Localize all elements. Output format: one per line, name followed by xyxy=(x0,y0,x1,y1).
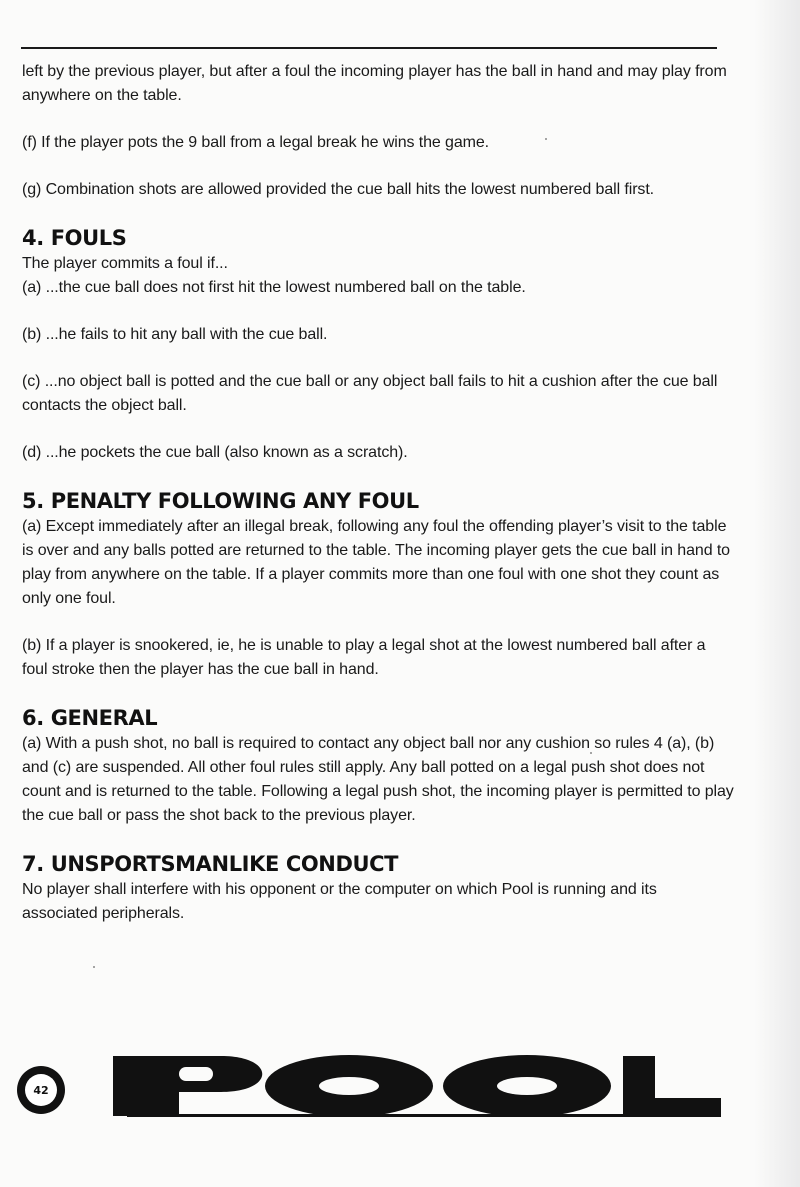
foul-a: (a) ...the cue ball does not first hit the lowest numbered ball on the table. xyxy=(22,279,526,296)
paragraph: left by the previous player, but after a foul the incoming player has the ball in hand and may play from anywhere on the table. xyxy=(22,63,727,104)
pool-logo xyxy=(71,1052,721,1122)
logo-letter-o xyxy=(265,1055,433,1117)
penalty-b: (b) If a player is snookered, ie, he is unable to play a legal shot at the lowest numbered ball after a foul stroke then the player has the cue ball in hand. xyxy=(22,637,706,678)
foul-b: (b) ...he fails to hit any ball with the cue ball. xyxy=(22,326,328,343)
logo-letter-l xyxy=(623,1056,721,1116)
logo-underline xyxy=(127,1114,721,1117)
general-a: (a) With a push shot, no ball is required to contact any object ball nor any cushion so rules 4 (a), (b) and (c) are suspended. All other foul rules still apply. Any ball potted on a legal push shot does not count and is returned to the table. Following a legal push shot, the incoming player is permitted to play the cue ball or pass the shot back to the previous player. xyxy=(22,735,734,824)
heading-fouls: 4. FOULS xyxy=(22,226,127,250)
logo-letter-p xyxy=(113,1056,262,1116)
page-footer xyxy=(15,1052,723,1122)
page-content xyxy=(22,60,734,926)
logo-letter-o xyxy=(443,1055,611,1117)
foul-c: (c) ...no object ball is potted and the cue ball or any object ball fails to hit a cushion after the cue ball contacts the object ball. xyxy=(22,373,718,414)
top-rule xyxy=(21,47,717,49)
heading-conduct: 7. UNSPORTSMANLIKE CONDUCT xyxy=(22,852,399,876)
foul-d: (d) ...he pockets the cue ball (also known as a scratch). xyxy=(22,444,408,461)
penalty-a: (a) Except immediately after an illegal break, following any foul the offending player’s visit to the table is over and any balls potted are returned to the table. The incoming player gets the cue ball in hand to play from anywhere on the table. If a player commits more than one foul with one shot they count as only one foul. xyxy=(22,518,730,607)
fouls-intro: The player commits a foul if... xyxy=(22,255,228,272)
heading-penalty: 5. PENALTY FOLLOWING ANY FOUL xyxy=(22,489,419,513)
paper-speck xyxy=(93,966,95,968)
page-edge-shadow xyxy=(754,0,800,1187)
page-number: 42 xyxy=(25,1074,57,1106)
rule-f: (f) If the player pots the 9 ball from a legal break he wins the game. xyxy=(22,134,490,151)
page-number-badge xyxy=(17,1066,65,1114)
conduct-text: No player shall interfere with his opponent or the computer on which Pool is running and its associated peripherals. xyxy=(22,881,657,922)
rule-g: (g) Combination shots are allowed provided the cue ball hits the lowest numbered ball first. xyxy=(22,181,655,198)
heading-general: 6. GENERAL xyxy=(22,706,158,730)
